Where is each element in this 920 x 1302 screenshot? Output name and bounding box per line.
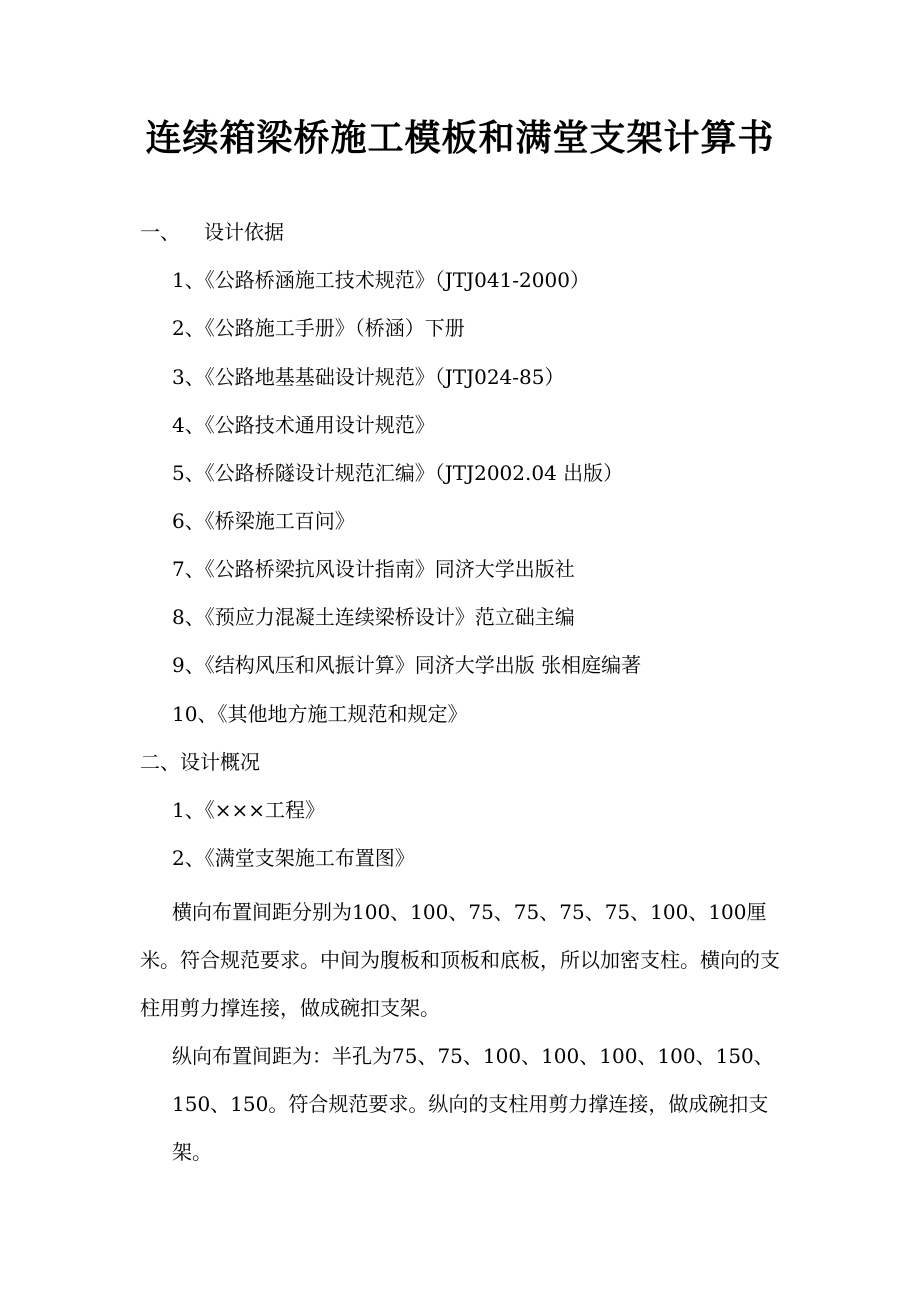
transverse-layout-paragraph: 横向布置间距分别为100、100、75、75、75、75、100、100厘米。符合规范要求。中间为腹板和顶板和底板，所以加密支柱。横向的支柱用剪力撑连接，做成碗扣支架。	[140, 900, 780, 1020]
document-title: 连续箱梁桥施工模板和满堂支架计算书	[145, 117, 775, 159]
reference-item-2: 2、《公路施工手册》（桥涵）下册	[172, 316, 465, 340]
section-1-title: 设计依据	[204, 220, 284, 244]
reference-item-7: 7、《公路桥梁抗风设计指南》同济大学出版社	[172, 557, 575, 581]
section-1-number: 一、	[140, 220, 180, 244]
section-1-heading	[140, 217, 284, 247]
reference-item-4: 4、《公路技术通用设计规范》	[172, 413, 435, 437]
reference-item-8: 8、《预应力混凝土连续梁桥设计》范立础主编	[172, 605, 575, 629]
reference-item-9: 9、《结构风压和风振计算》同济大学出版 张相庭编著	[172, 653, 642, 677]
overview-item-1: 1、《×××工程》	[172, 798, 325, 822]
reference-item-3: 3、《公路地基基础设计规范》（JTJ024-85）	[172, 365, 565, 389]
longitudinal-layout-paragraph: 纵向布置间距为：半孔为75、75、100、100、100、100、150、150、150。符合规范要求。纵向的支柱用剪力撑连接，做成碗扣支架。	[172, 1044, 774, 1164]
reference-item-1: 1、《公路桥涵施工技术规范》（JTJ041-2000）	[172, 268, 590, 292]
overview-item-2: 2、《满堂支架施工布置图》	[172, 846, 415, 870]
reference-item-10: 10、《其他地方施工规范和规定》	[172, 702, 468, 726]
reference-item-6: 6、《桥梁施工百问》	[172, 509, 355, 533]
section-2-heading: 二、设计概况	[140, 750, 260, 774]
reference-item-5: 5、《公路桥隧设计规范汇编》（JTJ2002.04 出版）	[172, 461, 624, 485]
